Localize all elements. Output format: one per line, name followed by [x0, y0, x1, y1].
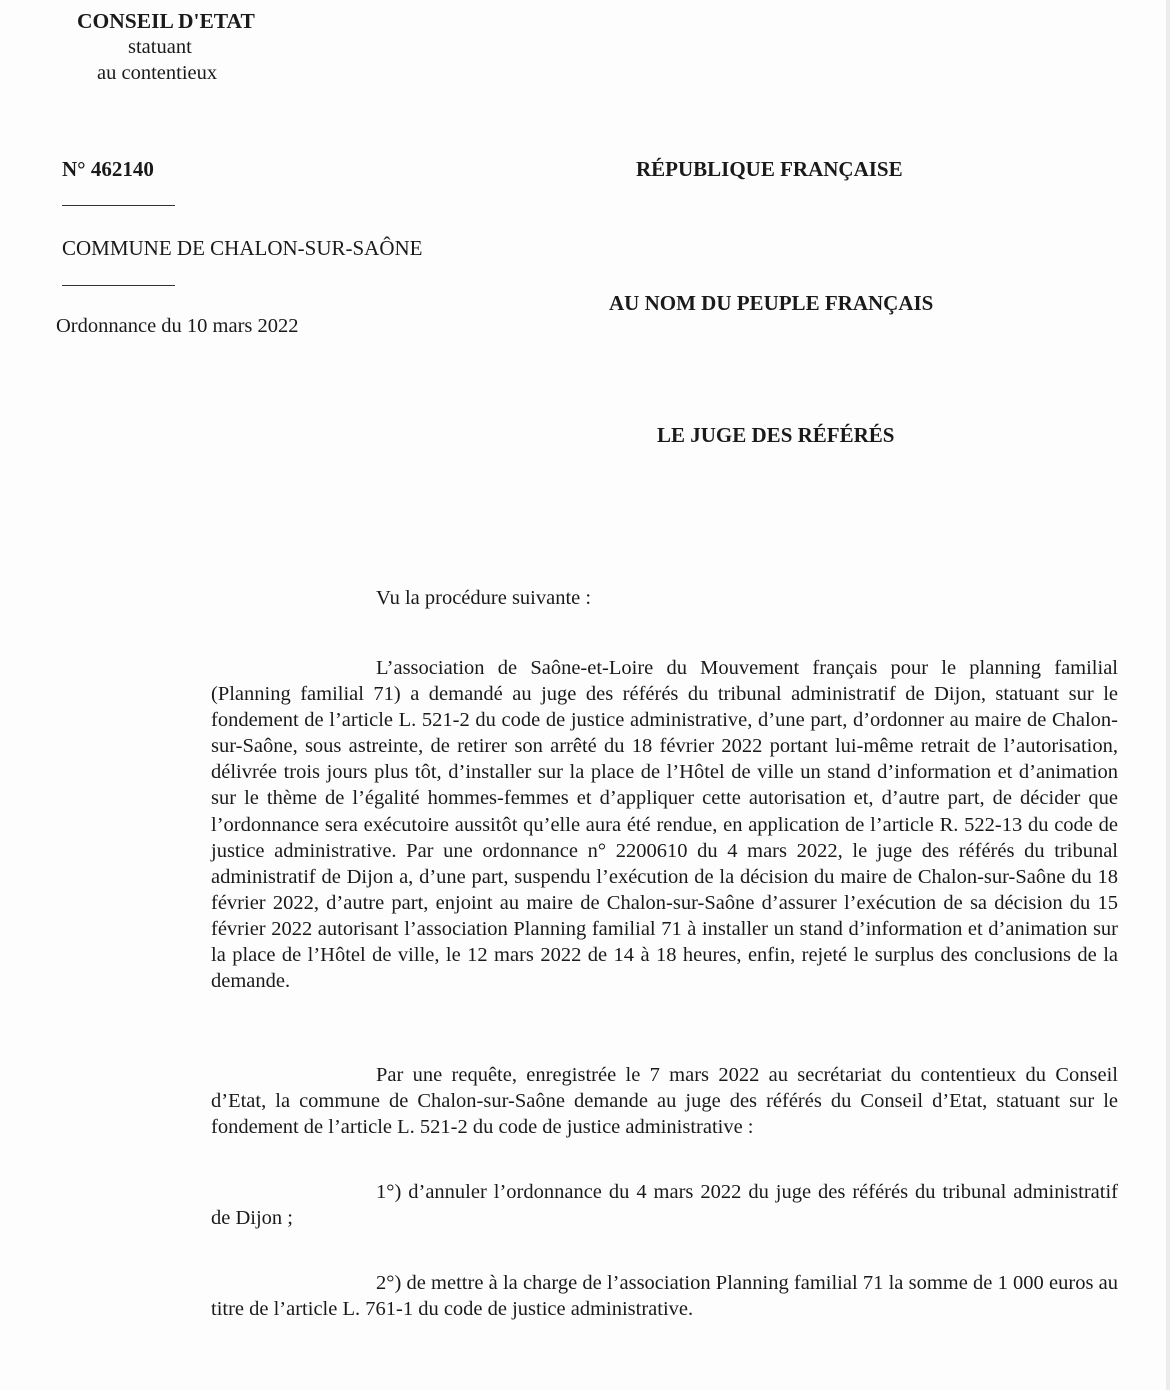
case-number: N° 462140 [62, 157, 154, 181]
institution-name: CONSEIL D'ETAT [77, 9, 255, 33]
order-date: Ordonnance du 10 mars 2022 [56, 315, 299, 337]
separator-line [62, 285, 175, 286]
republic-heading: RÉPUBLIQUE FRANÇAISE [636, 157, 903, 181]
body-paragraph: L’association de Saône-et-Loire du Mouvement français pour le planning familial (Planning familial 71) a demandé au juge des référés du tribunal administratif de Dijon, statuant sur le fondement de l’article L. 521-2 du code de justice administrative, d’une part, d’ordonner au maire de Chalon-sur-Saône, sous astreinte, de retirer son arrêté du 18 février 2022 portant lui-même retrait de l’autorisation, délivrée trois jours plus tôt, d’installer sur la place de l’Hôtel de ville un stand d’information et d’animation sur le thème de l’égalité hommes-femmes et d’appliquer cette autorisation et, d’autre part, de décider que l’ordonnance sera exécutoire aussitôt qu’elle aura été rendue, en application de l’article R. 522-13 du code de justice administrative. Par une ordonnance n° 2200610 du 4 mars 2022, le juge des référés du tribunal administratif de Dijon a, d’une part, suspendu l’exécution de la décision du maire de Chalon-sur-Saône du 18 février 2022, d’autre part, enjoint au maire de Chalon-sur-Saône d’assurer l’exécution de sa décision du 15 février 2022 autorisant l’association Planning familial 71 à installer un stand d’information et d’animation sur la place de l’Hôtel de ville, le 12 mars 2022 de 14 à 18 heures, enfin, rejeté le surplus des conclusions de la demande. [211, 657, 1118, 993]
party-name: COMMUNE DE CHALON-SUR-SAÔNE [62, 236, 423, 260]
institution-subtitle-2: au contentieux [97, 62, 218, 84]
page-edge [1166, 0, 1170, 1390]
judge-heading: LE JUGE DES RÉFÉRÉS [657, 423, 895, 447]
separator-line [62, 205, 175, 206]
body-paragraph: 2°) de mettre à la charge de l’association Planning familial 71 la somme de 1 000 euros au titre de l’article L. 761-1 du code de justice administrative. [211, 1272, 1118, 1321]
body-paragraph: 1°) d’annuler l’ordonnance du 4 mars 2022 du juge des référés du tribunal administratif de Dijon ; [211, 1181, 1118, 1230]
institution-subtitle-1: statuant [128, 36, 192, 58]
procedure-heading: Vu la procédure suivante : [376, 587, 592, 609]
body-paragraph: Par une requête, enregistrée le 7 mars 2022 au secrétariat du contentieux du Conseil d’Etat, la commune de Chalon-sur-Saône demande au juge des référés du Conseil d’Etat, statuant sur le fondement de l’article L. 521-2 du code de justice administrative : [211, 1064, 1118, 1139]
people-heading: AU NOM DU PEUPLE FRANÇAIS [609, 291, 934, 315]
